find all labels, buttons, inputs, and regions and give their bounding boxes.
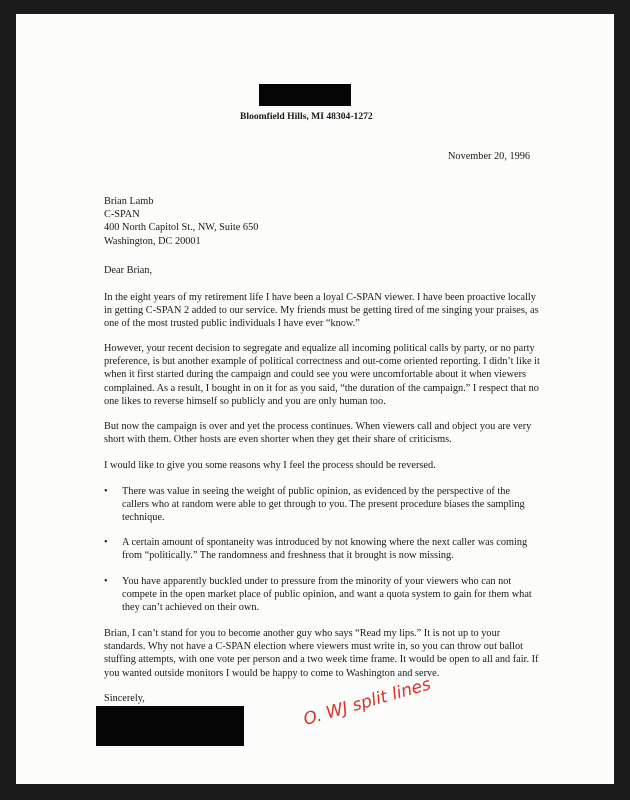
letter-date: November 20, 1996 bbox=[448, 151, 531, 162]
recipient-city: Washington, DC 20001 bbox=[104, 235, 201, 247]
body-paragraph-2 bbox=[104, 342, 544, 408]
signoff: Sincerely, bbox=[104, 693, 145, 704]
bullet-icon: • bbox=[104, 486, 108, 497]
salutation: Dear Brian, bbox=[104, 265, 153, 276]
body-paragraph-4 bbox=[104, 459, 544, 472]
bullet-item-1 bbox=[104, 485, 532, 525]
bullet-text: There was value in seeing the weight of public opinion, as evidenced by the perspective of the callers who at random were able to get through to you. The present procedure biases the sampling technique. bbox=[122, 486, 525, 524]
bullet-text: A certain amount of spontaneity was introduced by not knowing where the next caller was coming from “politically.” The randomness and freshness that it brought is now missing. bbox=[122, 537, 528, 562]
closing-paragraph bbox=[104, 627, 544, 680]
redacted-sender-name bbox=[259, 84, 351, 106]
redacted-signature bbox=[96, 706, 244, 746]
recipient-org: C-SPAN bbox=[104, 209, 140, 221]
paragraph-text: In the eight years of my retirement life I have been a loyal C-SPAN viewer. I have been proactive locally in getting C-SPAN 2 added to our service. My friends must be getting tired of me singing your praises, as one of the most trusted public individuals I have ever “know.” bbox=[104, 292, 539, 330]
recipient-address bbox=[104, 195, 258, 248]
letter-page bbox=[16, 14, 614, 784]
body-paragraph-3 bbox=[104, 420, 544, 446]
bullet-text: You have apparently buckled under to pressure from the minority of your viewers who can not compete in the open market place of public opinion, and want a quota system to gain for them what they can’t achieved on their own. bbox=[122, 576, 532, 614]
paragraph-text: I would like to give you some reasons why I feel the process should be reversed. bbox=[104, 460, 436, 471]
bullet-item-2 bbox=[104, 536, 532, 562]
paragraph-text: But now the campaign is over and yet the process continues. When viewers call and object you are very short with them. Other hosts are even shorter when they get their share of criticisms. bbox=[104, 421, 532, 446]
paragraph-text: However, your recent decision to segregate and equalize all incoming political calls by party, or no party preference, is but another example of political correctness and out-come oriented reporting. I didn’t like it when it first started during the campaign and could see you were uncomfortable about it when viewers complained. As a result, I bought in on it for as you said, “the duration of the campaign.” I respect that no one likes to reverse himself so publicly and you are only human too. bbox=[104, 343, 540, 407]
recipient-name: Brian Lamb bbox=[104, 196, 154, 207]
bullet-item-3 bbox=[104, 575, 532, 615]
recipient-street: 400 North Capitol St., NW, Suite 650 bbox=[104, 222, 259, 234]
paragraph-text: Brian, I can’t stand for you to become another guy who says “Read my lips.” It is not up to your standards. Why not have a C-SPAN election where viewers must write in, so you can throw out ballot stuffing attempts, with one vote per person and a two week time frame. It would be open to all and fair. If you wanted outside monitors I would be happy to come to Washington and serve. bbox=[104, 628, 539, 679]
bullet-icon: • bbox=[104, 537, 108, 548]
handwritten-note: O. WJ split lines bbox=[301, 674, 434, 730]
sender-address: Bloomfield Hills, MI 48304-1272 bbox=[240, 111, 373, 122]
bullet-icon: • bbox=[104, 576, 108, 587]
body-paragraph-1 bbox=[104, 291, 544, 331]
